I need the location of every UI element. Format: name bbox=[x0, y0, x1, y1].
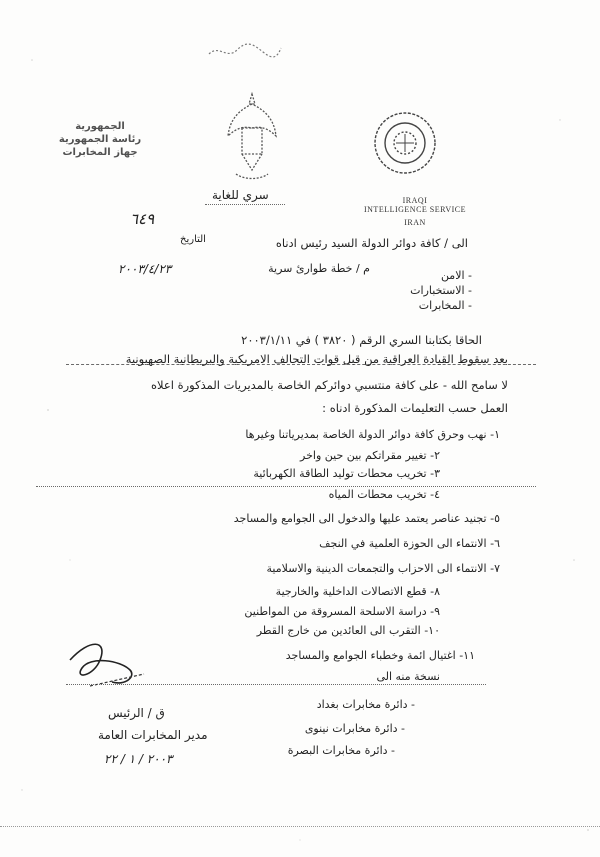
signature-scribble bbox=[60, 630, 150, 700]
body-line-2: لا سامح الله - على كافة منتسبي دوائركم الخاصة بالمديريات المذكورة اعلاه bbox=[150, 378, 508, 392]
recipient-item: - الامن bbox=[440, 269, 472, 282]
list-item-5: ٥- تجنيد عناصر يعتمد عليها والدخول الى الجوامع والمساجد bbox=[233, 512, 500, 525]
subject-line: م / خطة طوارئ سرية bbox=[268, 262, 370, 275]
list-item-10: ١٠- التقرب الى العائدين من خارج القطر bbox=[256, 624, 440, 637]
recipient-item: - الاستخبارات bbox=[410, 284, 472, 297]
top-scribble bbox=[205, 40, 285, 62]
body-line-1: بعد سقوط القيادة العراقية من قبل قوات التحالف الامريكية والبريطانية الصهيونية bbox=[125, 352, 508, 366]
seal-line-3: جهاز المخابرات bbox=[62, 147, 138, 158]
list-item-9: ٩- دراسة الاسلحة المسروقة من المواطنين bbox=[244, 605, 440, 618]
eagle-emblem-icon bbox=[222, 88, 282, 188]
english-caption bbox=[360, 196, 470, 227]
copy-to-item-1: - دائرة مخابرات بغداد bbox=[316, 698, 415, 711]
bottom-fringe bbox=[0, 826, 600, 827]
list-item-3: ٣- تخريب محطات توليد الطاقة الكهربائية bbox=[253, 467, 440, 480]
classification-underline bbox=[205, 204, 285, 205]
top-left-seal bbox=[55, 120, 145, 159]
list-item-11: ١١- اغتيال ائمة وخطباء الجوامع والمساجد bbox=[285, 649, 475, 662]
copy-to-label: نسخة منه الى bbox=[376, 670, 440, 683]
to-line: الى / كافة دوائر الدولة السيد رئيس ادناه bbox=[275, 236, 468, 250]
signature-date: ٢٠٠٣ / ١ / ٢٢ bbox=[104, 752, 173, 766]
signature-rank: ق / الرئيس bbox=[108, 706, 165, 720]
list-item-6: ٦- الانتماء الى الحوزة العلمية في النجف bbox=[319, 537, 500, 550]
list-item-1: ١- نهب وحرق كافة دوائر الدولة الخاصة بمديرياتنا وغيرها bbox=[245, 428, 500, 441]
caption-line-2: INTELLIGENCE SERVICE bbox=[363, 205, 466, 214]
caption-line-1: IRAQI bbox=[402, 196, 428, 205]
recipient-item: - المخابرات bbox=[418, 299, 472, 312]
reference-line: الحاقا بكتابنا السري الرقم ( ٣٨٢٠ ) في ٢٠٠٣/١/١١ bbox=[241, 333, 482, 347]
seal-line-2: رئاسة الجمهورية bbox=[58, 134, 142, 145]
list-item-7: ٧- الانتماء الى الاحزاب والتجمعات الدينية والاسلامية bbox=[266, 562, 500, 575]
recipients-top bbox=[410, 268, 472, 313]
list-item-4: ٤- تخريب محطات المياه bbox=[328, 488, 440, 501]
intelligence-seal-icon bbox=[370, 108, 440, 178]
copy-to-item-2: - دائرة مخابرات نينوى bbox=[304, 722, 405, 735]
body-line-3: العمل حسب التعليمات المذكورة ادناه : bbox=[322, 401, 508, 415]
list-item-8: ٨- قطع الاتصالات الداخلية والخارجية bbox=[275, 585, 440, 598]
date-top: ٢٠٠٣/٤/٢٣ bbox=[118, 262, 172, 276]
list-rule bbox=[36, 486, 536, 487]
caption-line-3: IRAN bbox=[404, 218, 426, 227]
list-item-2: ٢- تغيير مقراتكم بين حين واخر bbox=[300, 449, 440, 462]
date-label: التاريخ bbox=[180, 234, 206, 245]
copy-to-item-3: - دائرة مخابرات البصرة bbox=[287, 744, 395, 757]
classification-header: سري للغاية bbox=[212, 188, 269, 202]
ref-number: ٦٤٩ bbox=[130, 210, 155, 228]
copy-to-rule bbox=[66, 684, 486, 685]
signature-title: مدير المخابرات العامة bbox=[98, 728, 208, 742]
seal-line-1: الجمهورية bbox=[75, 121, 125, 132]
